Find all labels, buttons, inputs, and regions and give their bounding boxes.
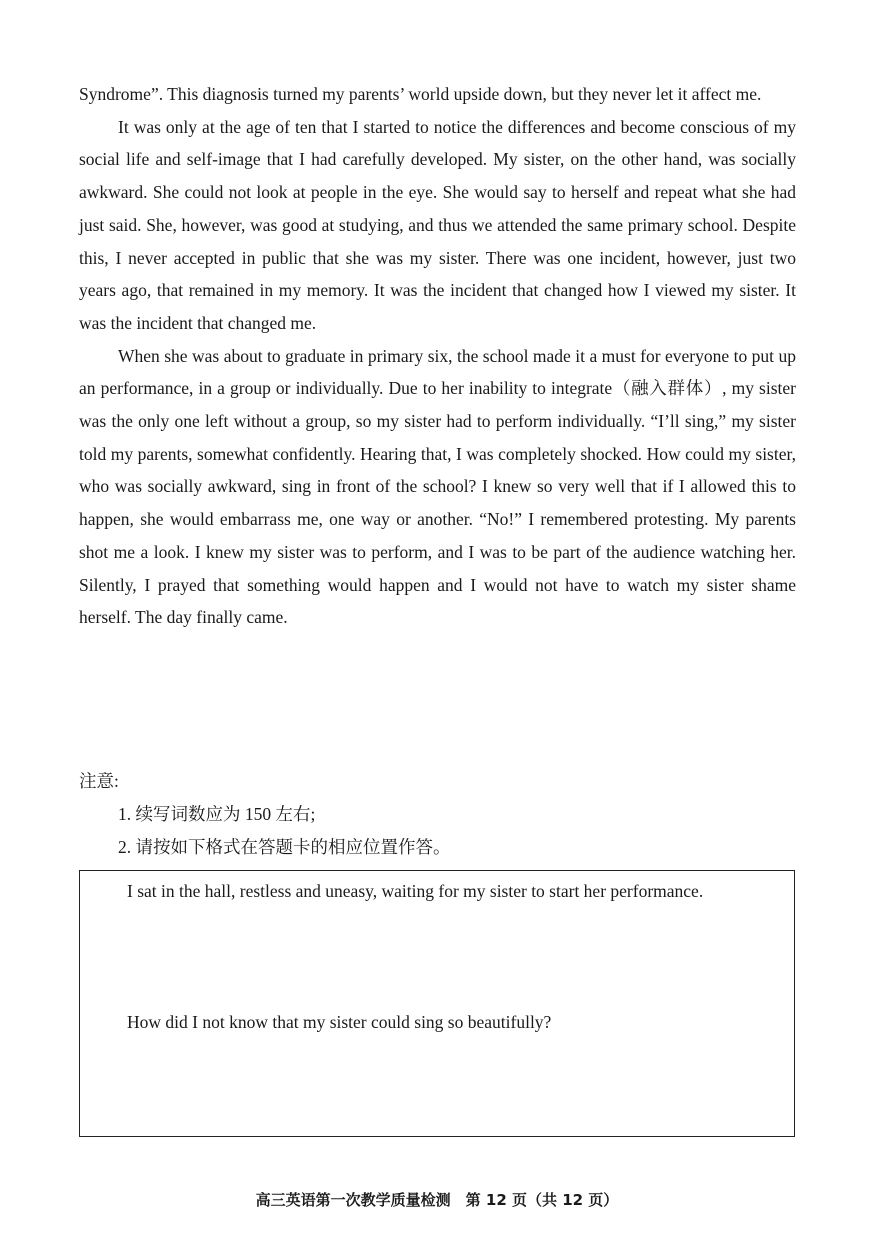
instructions (79, 765, 796, 864)
instruction-item-word-count: 1. 续写词数应为 150 左右; (118, 804, 316, 824)
answer-box (79, 870, 795, 1137)
reading-passage (79, 78, 796, 634)
instruction-item-answer-format: 2. 请按如下格式在答题卡的相应位置作答。 (118, 837, 451, 857)
page-footer: 高三英语第一次教学质量检测 第 12 页（共 12 页） (255, 1191, 619, 1209)
passage-paragraph-2: It was only at the age of ten that I started to notice the differences and become conscious of my social life and self-image that I had carefully developed. My sister, on the other hand, was socially awkward. She could not look at people in the eye. She would say to herself and repeat what she had just said. She, however, was good at studying, and thus we attended the same primary school. Despite this, I never accepted in public that she was my sister. There was one incident, however, just two years ago, that remained in my memory. It was the incident that changed how I viewed my sister. It was the incident that changed me. (79, 116, 796, 333)
passage-paragraph-3: When she was about to graduate in primary six, the school made it a must for everyone to put up an performance, in a group or individually. Due to her inability to integrate（融入群体）, my sister was the only one left without a group, so my sister had to perform individually. “I’ll sing,” my sister told my parents, somewhat confidently. Hearing that, I was completely shocked. How could my sister, who was socially awkward, sing in front of the school? I knew so very well that if I allowed this to happen, she would embarrass me, one way or another. “No!” I remembered protesting. My parents shot me a look. I knew my sister was to perform, and I was to be part of the audience watching her. Silently, I prayed that something would happen and I would not have to watch my sister shame herself. The day finally came. (79, 345, 796, 628)
continuation-second-sentence: How did I not know that my sister could sing so beautifully? (127, 1012, 552, 1032)
instructions-heading: 注意: (79, 771, 119, 791)
passage-paragraph-1: Syndrome”. This diagnosis turned my parents’ world upside down, but they never let it affect me. (79, 84, 762, 104)
continuation-first-sentence: I sat in the hall, restless and uneasy, waiting for my sister to start her performance. (127, 881, 704, 901)
